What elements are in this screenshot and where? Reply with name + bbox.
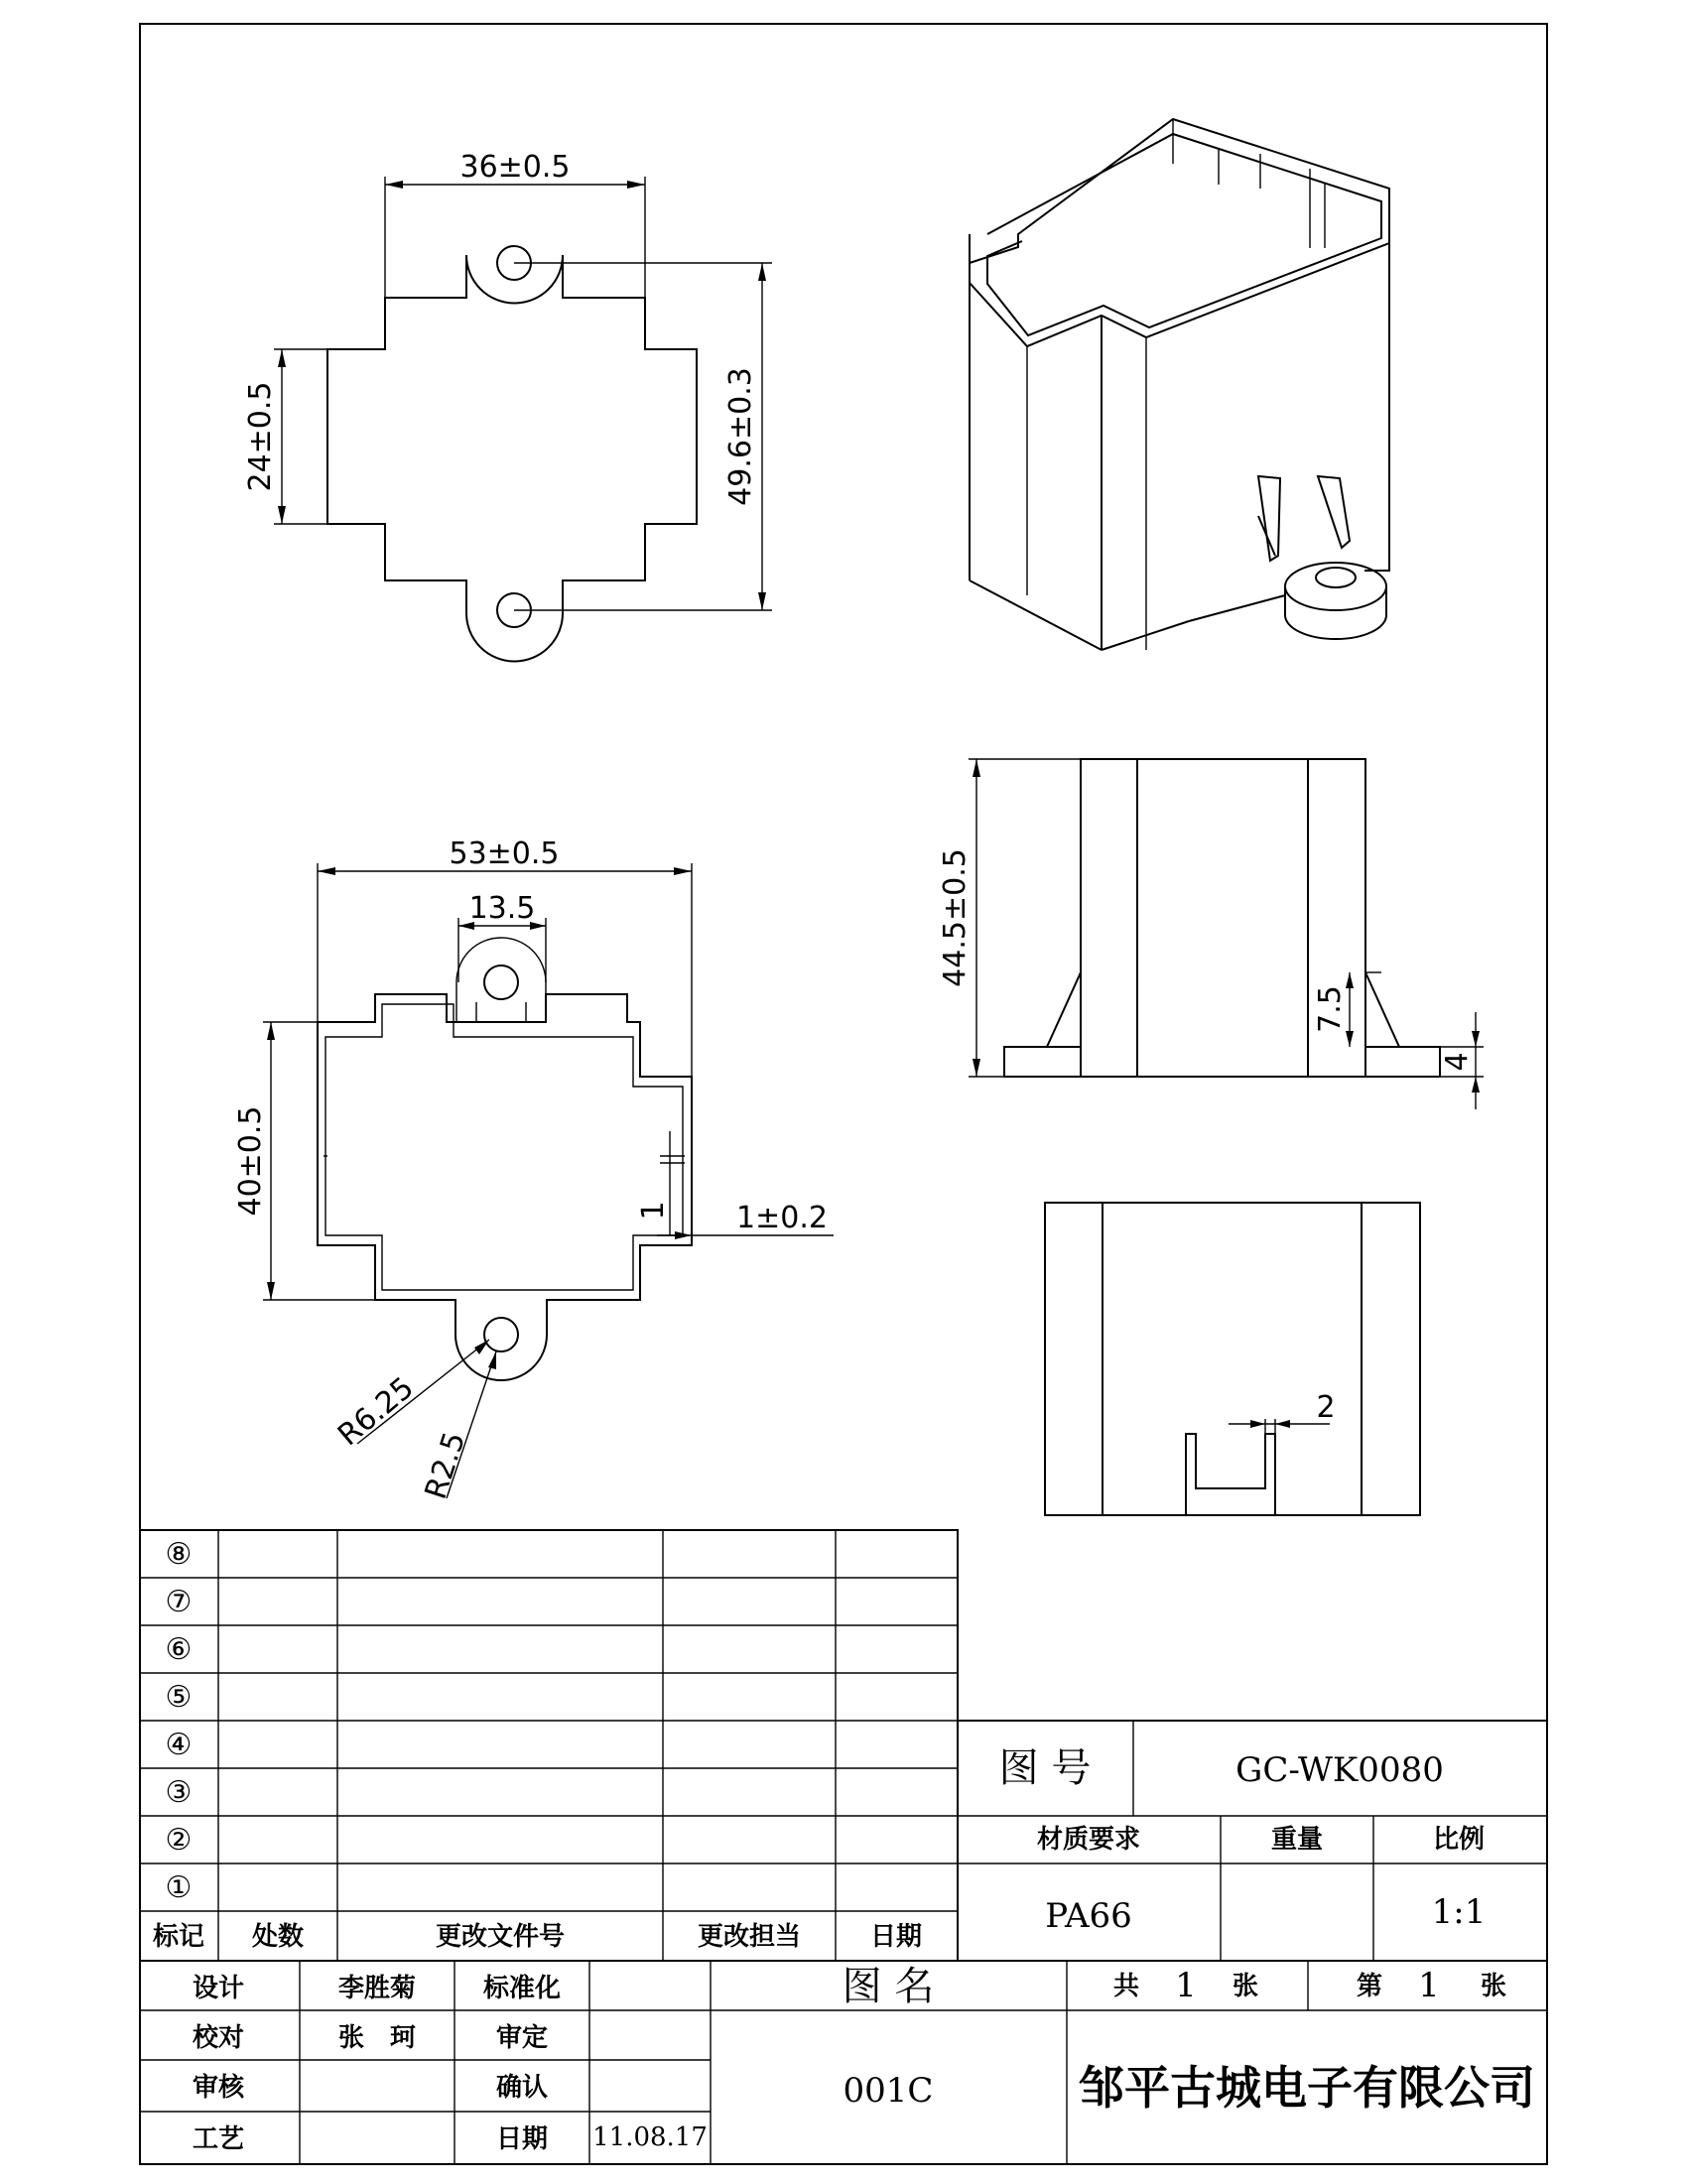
dim-front-base: 4 — [1440, 1052, 1475, 1072]
designer: 李胜菊 — [337, 1974, 417, 2003]
drawing-no: GC-WK0080 — [1235, 1750, 1444, 1790]
sheet-border — [140, 24, 1547, 2164]
sheet-unit-2: 张 — [1480, 1972, 1507, 2001]
weight-label: 重量 — [1270, 1825, 1324, 1855]
header-date: 日期 — [869, 1922, 923, 1952]
confirm-label: 确认 — [495, 2073, 549, 2103]
total-label: 共 — [1112, 1972, 1140, 2001]
revision-row-1: ① — [165, 1870, 193, 1905]
bottom-hole-bottom — [484, 1318, 518, 1351]
company-name: 邹平古城电子有限公司 — [1079, 2061, 1535, 2115]
drawing-no-label: 图 号 — [998, 1745, 1092, 1791]
header-person: 更改担当 — [697, 1922, 802, 1952]
sheet-value: 1 — [1418, 1966, 1440, 2005]
design-label: 设计 — [192, 1974, 245, 2003]
dim-radius-outer: R6.25 — [331, 1370, 421, 1454]
dim-bottom-width: 53±0.5 — [449, 836, 560, 871]
revision-row-4: ④ — [165, 1728, 193, 1762]
revision-row-8: ⑧ — [165, 1537, 193, 1572]
revision-row-7: ⑦ — [165, 1585, 193, 1619]
bottom-hole-top — [484, 965, 518, 999]
dim-top-side: 24±0.5 — [243, 381, 278, 492]
isometric-view — [970, 119, 1389, 650]
total-value: 1 — [1175, 1966, 1197, 2005]
standard-label: 标准化 — [482, 1974, 562, 2003]
dim-wall-small: 1 — [636, 1201, 671, 1220]
dim-wall: 1±0.2 — [736, 1201, 828, 1235]
dim-radius-inner: R2.5 — [418, 1428, 473, 1504]
header-mark: 标记 — [152, 1922, 205, 1952]
sheet-label: 第 — [1356, 1972, 1383, 2001]
revision-row-6: ⑥ — [165, 1632, 193, 1667]
sign-date: 11.08.17 — [592, 2122, 708, 2152]
revision-table — [140, 1530, 958, 1961]
part-name: 001C — [843, 2071, 934, 2111]
date-label: 日期 — [495, 2124, 549, 2154]
material-value: PA66 — [1045, 1896, 1132, 1936]
material-label: 材质要求 — [1036, 1825, 1141, 1855]
header-doc: 更改文件号 — [435, 1922, 566, 1952]
dim-front-height: 44.5±0.5 — [938, 848, 973, 987]
sign-block — [140, 1961, 1547, 2164]
review-label: 审核 — [192, 2073, 245, 2103]
process-label: 工艺 — [192, 2124, 245, 2154]
dim-bottom-tab: 13.5 — [468, 891, 536, 926]
bottom-view — [233, 836, 834, 1503]
dim-side-gap: 2 — [1316, 1390, 1336, 1425]
dim-front-fin: 7.5 — [1313, 985, 1348, 1033]
revision-row-2: ② — [165, 1823, 193, 1858]
top-view — [243, 150, 772, 662]
front-view — [938, 759, 1484, 1109]
revision-row-3: ③ — [165, 1775, 193, 1810]
checker: 张 珂 — [337, 2023, 417, 2053]
check-label: 校对 — [192, 2023, 245, 2053]
title-block — [958, 1721, 1547, 1961]
name-label: 图 名 — [842, 1964, 935, 2009]
dim-bottom-height: 40±0.5 — [233, 1105, 268, 1217]
dim-top-width: 36±0.5 — [459, 150, 571, 185]
scale-value: 1:1 — [1431, 1892, 1487, 1932]
revision-row-5: ⑤ — [165, 1680, 193, 1715]
sheet-unit: 张 — [1232, 1972, 1259, 2001]
side-view — [1045, 1203, 1420, 1515]
dim-top-height: 49.6±0.3 — [723, 367, 758, 506]
header-count: 处数 — [251, 1922, 305, 1952]
approve-label: 审定 — [495, 2023, 549, 2053]
scale-label: 比例 — [1432, 1825, 1486, 1855]
